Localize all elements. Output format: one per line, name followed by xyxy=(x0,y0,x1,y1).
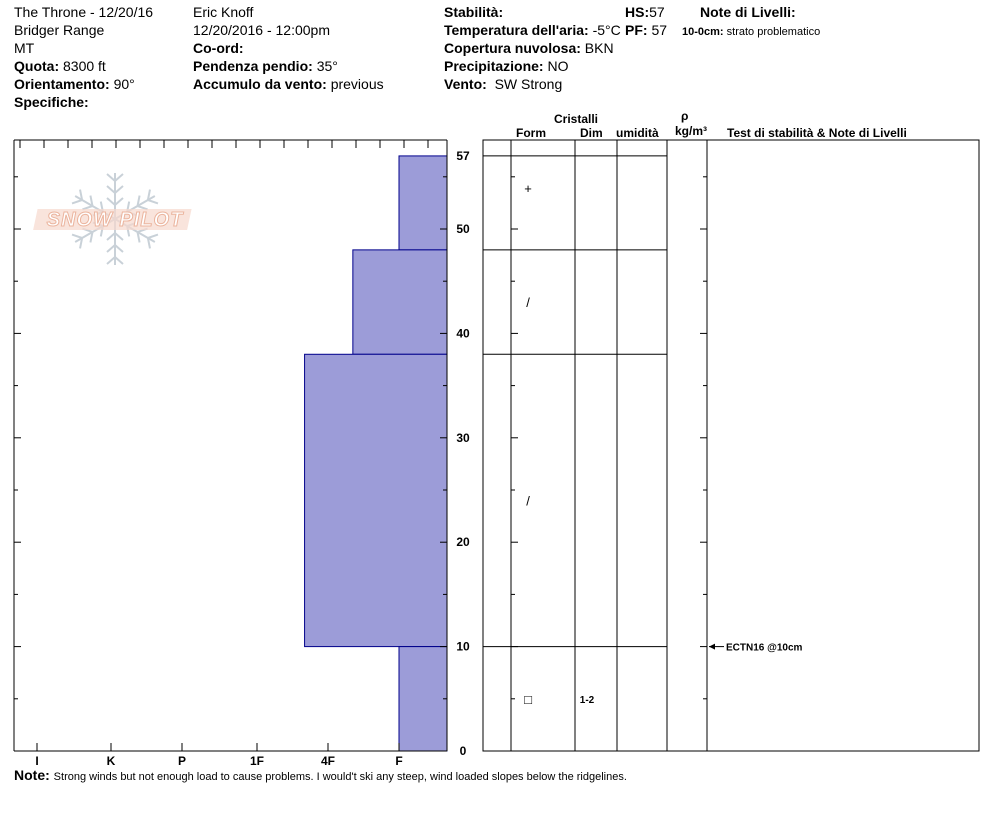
density-unit-header: kg/m³ xyxy=(675,124,708,138)
depth-tick-label: 40 xyxy=(456,326,470,341)
layer-table xyxy=(483,140,979,751)
vento-value: SW Strong xyxy=(494,76,563,92)
depth-tick-label: 10 xyxy=(456,639,470,654)
hardness-bar xyxy=(399,647,447,751)
tests-header: Test di stabilità & Note di Livelli xyxy=(727,126,907,140)
layer-note-text: strato problematico xyxy=(726,26,821,38)
note-label: Note: xyxy=(14,767,50,783)
hs-value: 57 xyxy=(649,4,665,20)
note-livelli-label: Note di Livelli: xyxy=(700,4,796,20)
hardness-tick-label: 1F xyxy=(249,754,265,768)
snowflake-barb xyxy=(115,245,123,252)
hardness-tick-label: P xyxy=(177,754,187,768)
grain-form-symbol: □ xyxy=(524,691,532,707)
quota-value: 8300 ft xyxy=(63,58,106,74)
form-header: Form xyxy=(516,126,546,140)
coord-label: Co-ord: xyxy=(193,40,244,56)
pendenza-label: Pendenza pendio: xyxy=(193,58,313,74)
orientamento-label: Orientamento: xyxy=(14,76,110,92)
orientamento-value: 90° xyxy=(113,76,135,92)
precip-label: Precipitazione: xyxy=(444,58,544,74)
copertura-label: Copertura nuvolosa: xyxy=(444,40,581,56)
observation-datetime: 12/20/2016 - 12:00pm xyxy=(193,22,330,38)
precip-value: NO xyxy=(547,58,569,74)
accumulo-value: previous xyxy=(330,76,384,92)
snowflake-barb xyxy=(107,198,115,205)
note-text: Strong winds but not enough load to cause problems. I would't ski any steep, wind loaded slopes below the ridgelines. xyxy=(53,771,627,783)
copertura-value: BKN xyxy=(584,40,614,56)
snowflake-barb xyxy=(107,257,115,264)
snowflake-barb xyxy=(115,186,123,193)
range-name: Bridger Range xyxy=(14,22,105,38)
hardness-tick-label: 4F xyxy=(320,754,336,768)
layer-note-depth: 10-0cm: xyxy=(682,26,724,38)
depth-tick-label: 57 xyxy=(456,148,470,163)
pf-value: 57 xyxy=(651,22,668,38)
state-name: MT xyxy=(14,40,35,56)
test-pointer-arrow xyxy=(709,644,715,650)
hardness-bar xyxy=(305,354,447,646)
snowflake-barb xyxy=(115,233,123,240)
rho-header: ρ xyxy=(681,109,689,123)
temp-label: Temperatura dell'aria: xyxy=(444,22,589,38)
hardness-bar xyxy=(353,250,447,354)
specifiche-label: Specifiche: xyxy=(14,94,89,110)
depth-tick-label: 0 xyxy=(459,744,467,758)
observer-name: Eric Knoff xyxy=(193,4,254,20)
vento-label: Vento: xyxy=(444,76,487,92)
depth-tick-label: 50 xyxy=(456,222,470,236)
snowflake-barb xyxy=(107,233,115,240)
table-border xyxy=(483,140,979,751)
hardness-layers xyxy=(305,156,447,751)
snowflake-barb xyxy=(107,174,115,181)
snowflake-barb xyxy=(107,186,115,193)
snowflake-barb xyxy=(115,198,123,205)
accumulo-label: Accumulo da vento: xyxy=(193,76,327,92)
snowflake-barb xyxy=(107,245,115,252)
hs-label: HS: xyxy=(625,4,650,20)
snowflake-barb xyxy=(115,257,123,264)
logo-text: SNOW PILOT xyxy=(46,209,184,231)
stabilita-label: Stabilità: xyxy=(444,4,504,20)
grain-form-symbol: / xyxy=(526,295,530,311)
depth-tick-label: 20 xyxy=(456,535,470,550)
hardness-tick-label: F xyxy=(395,754,403,768)
snowpilot-logo xyxy=(33,173,191,265)
hardness-tick-label: K xyxy=(106,754,116,768)
grain-size-label: 1-2 xyxy=(579,694,595,706)
stability-test-label: ECTN16 @10cm xyxy=(726,642,803,654)
pf-label: PF: xyxy=(625,22,648,38)
hardness-bar xyxy=(399,156,447,250)
umidita-header: umidità xyxy=(616,126,659,140)
pendenza-value: 35° xyxy=(316,58,338,74)
dim-header: Dim xyxy=(580,126,603,140)
profile-title: The Throne - 12/20/16 xyxy=(14,4,154,20)
quota-label: Quota: xyxy=(14,58,60,74)
hardness-tick-label: I xyxy=(35,754,39,768)
grain-form-symbol: + xyxy=(524,180,532,196)
footer-note xyxy=(14,767,627,786)
grain-form-symbol: / xyxy=(526,493,530,509)
logo-text-group xyxy=(33,209,191,231)
snowflake-barb xyxy=(115,174,123,181)
temp-value: -5°C xyxy=(592,22,621,38)
depth-tick-label: 30 xyxy=(456,430,470,445)
cristalli-header: Cristalli xyxy=(554,112,599,126)
